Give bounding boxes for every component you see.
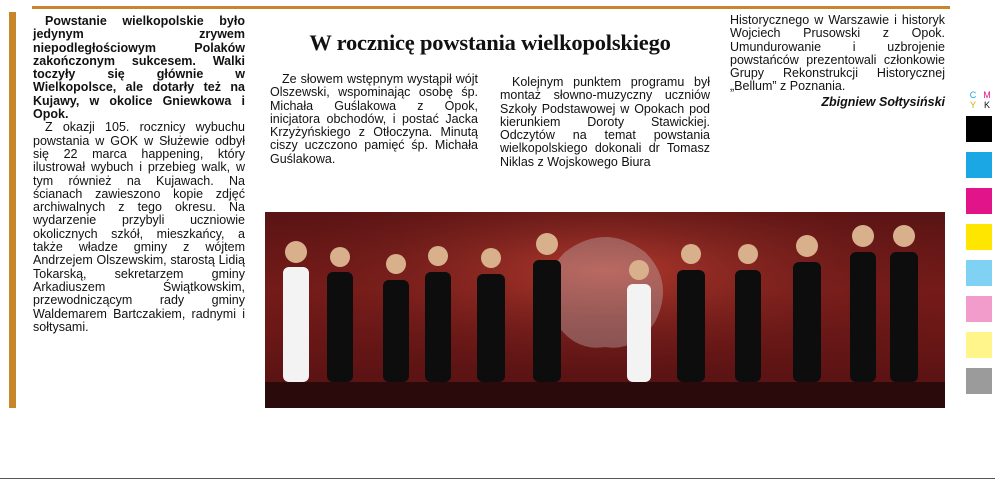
article-paragraph-2: Ze słowem wstępnym wystąpił wójt Olszewski, wspominając osobę śp. Michała Guślakowa z Opok, inicjatora obchodów, i postać Jacka Krzyżyńskiego z Otłoczyna. Minutą ciszy uczczono pamięć śp. Michała Guślakowa.	[270, 72, 478, 166]
article-headline: W rocznicę powstania wielkopolskiego	[309, 30, 671, 55]
article-lead: Powstanie wielkopolskie było jedynym zrywem niepodległościowym Polaków zakończonym sukcesem. Walki toczyły się głównie w Wielkopolsce, ale dotarły też na Kujawy, w okolice Gniewkowa i Opok.	[33, 14, 245, 122]
column-1	[33, 15, 245, 334]
article-author: Zbigniew Sołtysiński	[821, 94, 945, 109]
cmyk-letter-k: K	[983, 100, 990, 110]
column-4	[730, 14, 945, 109]
article-paragraph-1: Z okazji 105. rocznicy wybuchu powstania w GOK w Służewie odbył się 22 marca happening, który ilustrował wybuch i przebieg walk, w tym również na Kujawach. Na ścianach zawieszono kopie zdjęć archiwalnych z tego okresu. Na wydarzenie przybyli uczniowie okolicznych szkół, mieszkańcy, a także władze gminy z wójtem Andrzejem Olszewskim, starostą Lidią Tokarską, sekretarzem gminy Arkadiuszem Świątkowskim, przewodniczącym rady gminy Waldemarem Bartczakiem, radnymi i sołtysami.	[33, 120, 245, 334]
color-swatch-7	[966, 368, 992, 394]
column-accent-bar	[9, 12, 16, 408]
color-swatch-4	[966, 260, 992, 286]
article-paragraph-3: Kolejnym punktem programu był montaż słowno-muzyczny uczniów Szkoły Podstawowej w Opokach pod kierunkiem Doroty Stawickiej. Odczytów na temat powstania wielkopolskiego dokonali dr Tomasz Niklas z Wojskowego Biura	[500, 75, 710, 169]
top-rule	[32, 6, 950, 9]
article-photo	[265, 212, 945, 408]
cmyk-letter-m: M	[983, 90, 991, 100]
cmyk-letter-c: C	[969, 90, 977, 100]
column-2	[270, 73, 478, 166]
cmyk-letters	[966, 90, 994, 110]
cmyk-registration-marks	[966, 90, 994, 404]
cmyk-letter-y: Y	[969, 100, 976, 110]
stage-performers-illustration	[265, 212, 945, 408]
column-3	[500, 76, 710, 169]
article-paragraph-4: Historycznego w Warszawie i historyk Wojciech Prusowski z Opok. Umundurowanie i uzbrojenie powstańców prezentowali członkowie Grupy Rekonstrukcji Historycznej „Bellum” z Poznania.	[730, 13, 945, 94]
bottom-rule	[0, 478, 995, 479]
color-swatch-1	[966, 152, 992, 178]
color-swatch-5	[966, 296, 992, 322]
color-swatch-2	[966, 188, 992, 214]
color-swatch-6	[966, 332, 992, 358]
color-swatch-0	[966, 116, 992, 142]
color-swatch-3	[966, 224, 992, 250]
